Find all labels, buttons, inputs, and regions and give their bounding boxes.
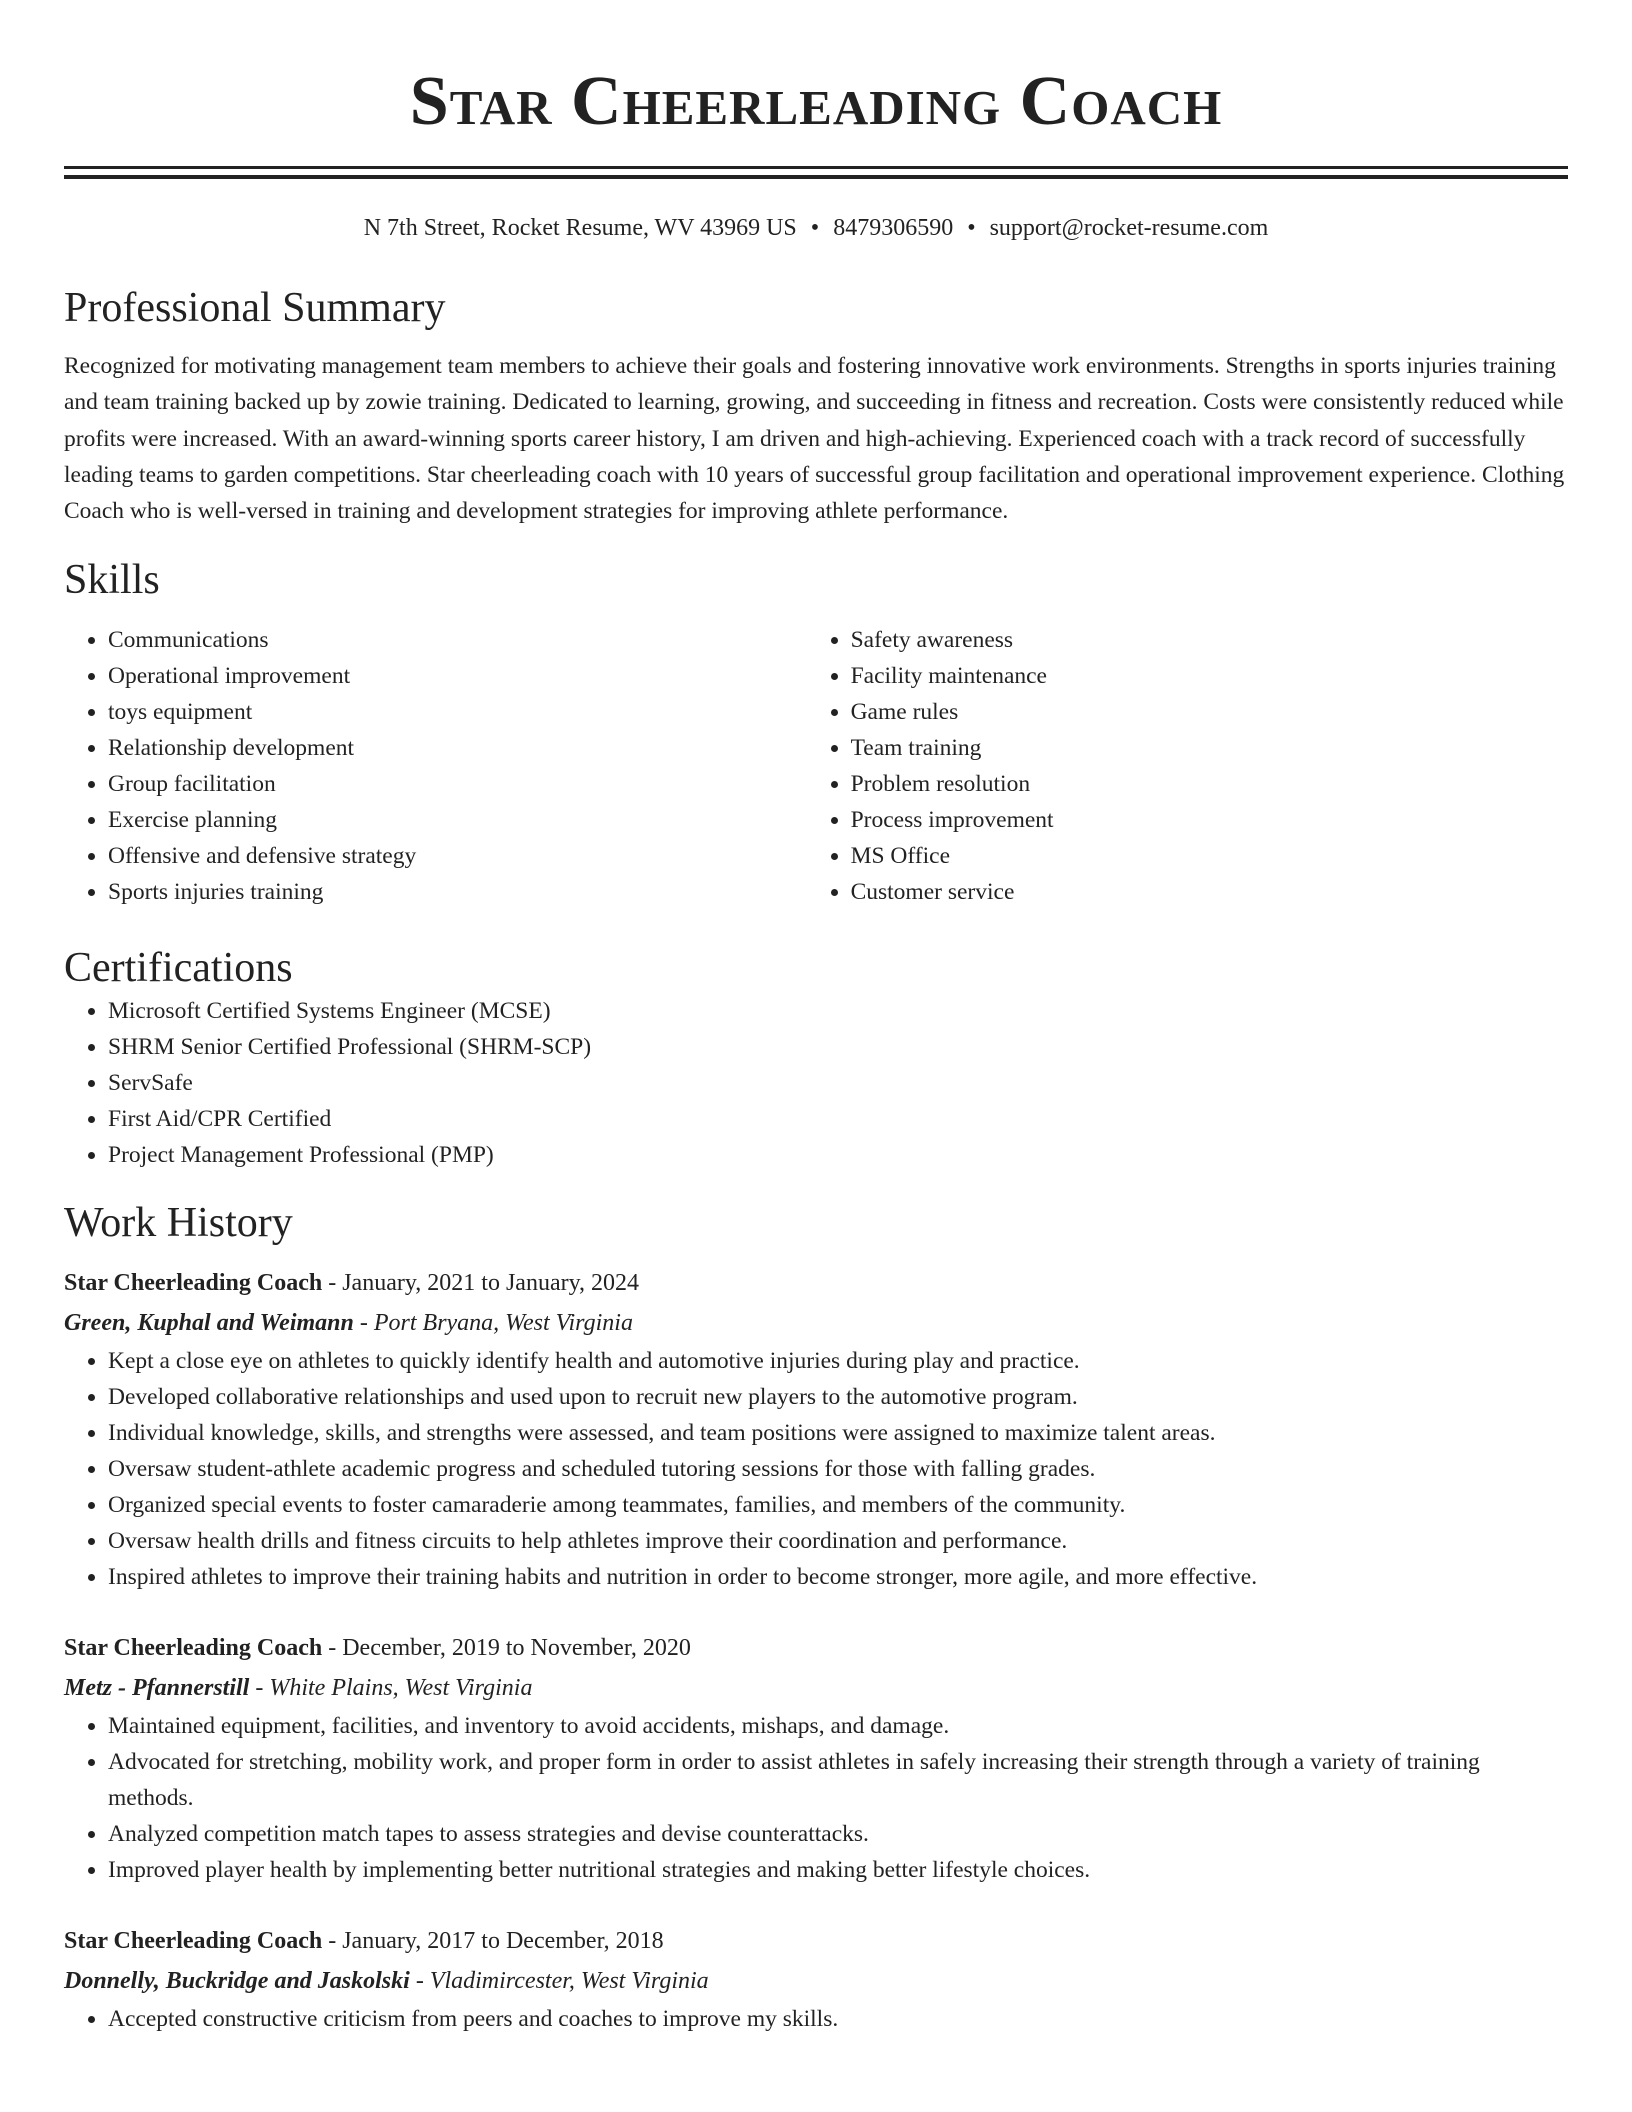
job-duty-item: • Analyzed competition match tapes to assess strategies and devise counterattacks. [108, 1816, 1568, 1852]
summary-text: Recognized for motivating management team members to achieve their goals and fostering innovative work environments. Strengths in sports injuries training and team training backed up by zowie training. Dedicated to learning, growing, and succeeding in fitness and recreation. Costs were consistently reduced while profits were increased. With an award-winning sports career history, I am driven and high-achieving. Experienced coach with a track record of successfully leading teams to garden competitions. Star cheerleading coach with 10 years of successful group facilitation and operational improvement experience. Clothing Coach who is well-versed in training and development strategies for improving athlete performance. [64, 353, 1565, 525]
job-duty-item: • Improved player health by implementing better nutritional strategies and making better lifestyle choices. [108, 1852, 1568, 1888]
job-entry [64, 1263, 1568, 1595]
job-dates: January, 2017 to December, 2018 [342, 1928, 664, 1955]
job-dash: - [409, 1968, 430, 1995]
job-dash: - [249, 1675, 270, 1702]
skill-item: • toys equipment [108, 694, 807, 730]
job-duty-item: • Accepted constructive criticism from peers and coaches to improve my skills. [108, 2001, 1568, 2037]
job-dates: January, 2021 to January, 2024 [342, 1270, 640, 1297]
job-title: Star Cheerleading Coach [64, 1270, 323, 1297]
skill-item: • Relationship development [108, 730, 807, 766]
job-location: Vladimircester, West Virginia [429, 1968, 709, 1995]
contact-phone: 8479306590 [833, 215, 954, 241]
job-duties-list [64, 1708, 1568, 1888]
skill-item: • Safety awareness [851, 622, 1568, 658]
job-company-line [64, 1668, 1568, 1708]
skill-item: • Communications [108, 622, 807, 658]
skill-item: • MS Office [851, 838, 1568, 874]
contact-separator: • [810, 215, 820, 241]
certifications-list [64, 993, 1568, 1173]
contact-line [64, 212, 1568, 244]
certification-item: • Project Management Professional (PMP) [108, 1137, 1568, 1173]
skill-item: • Facility maintenance [851, 658, 1568, 694]
job-duty-item: • Oversaw health drills and fitness circuits to help athletes improve their coordination and performance. [108, 1523, 1568, 1559]
skill-item: • Game rules [851, 694, 1568, 730]
job-duty-item: • Individual knowledge, skills, and strengths were assessed, and team positions were assigned to maximize talent areas. [108, 1415, 1568, 1451]
section-heading-work-history: Work History [64, 1200, 293, 1247]
certification-item: • First Aid/CPR Certified [108, 1101, 1568, 1137]
job-entry [64, 1921, 1568, 2037]
job-dash: - [353, 1310, 374, 1337]
job-location: White Plains, West Virginia [269, 1675, 533, 1702]
certification-item: • ServSafe [108, 1065, 1568, 1101]
job-duty-item: • Advocated for stretching, mobility work, and proper form in order to assist athletes in safely increasing their strength through a variety of training methods. [108, 1744, 1568, 1816]
job-company: Metz - Pfannerstill [64, 1675, 250, 1702]
skill-item: • Exercise planning [108, 802, 807, 838]
job-duty-item: • Developed collaborative relationships and used upon to recruit new players to the automotive program. [108, 1379, 1568, 1415]
job-title: Star Cheerleading Coach [64, 1635, 323, 1662]
resume-page [64, 0, 1568, 2037]
skill-item: • Sports injuries training [108, 874, 807, 910]
skill-item: • Group facilitation [108, 766, 807, 802]
skills-list-right [807, 622, 1568, 910]
job-title: Star Cheerleading Coach [64, 1928, 323, 1955]
job-dash: - [322, 1635, 343, 1662]
job-company: Green, Kuphal and Weimann [64, 1310, 354, 1337]
job-title-line [64, 1921, 1568, 1961]
job-duty-item: • Oversaw student-athlete academic progress and scheduled tutoring sessions for those with falling grades. [108, 1451, 1568, 1487]
job-title-line [64, 1628, 1568, 1668]
certification-item: • Microsoft Certified Systems Engineer (MCSE) [108, 993, 1568, 1029]
skill-item: • Operational improvement [108, 658, 807, 694]
title-divider-bottom [64, 175, 1568, 179]
job-duty-item: • Maintained equipment, facilities, and inventory to avoid accidents, mishaps, and damage. [108, 1708, 1568, 1744]
job-company-line [64, 1961, 1568, 2001]
resume-title: Star Cheerleading Coach [409, 63, 1223, 140]
job-duties-list [64, 2001, 1568, 2037]
job-duty-item: • Organized special events to foster camaraderie among teammates, families, and members of the community. [108, 1487, 1568, 1523]
skill-item: • Offensive and defensive strategy [108, 838, 807, 874]
job-entry [64, 1628, 1568, 1888]
contact-address: N 7th Street, Rocket Resume, WV 43969 US [363, 215, 797, 241]
job-duties-list [64, 1343, 1568, 1595]
skill-item: • Team training [851, 730, 1568, 766]
skill-item: • Problem resolution [851, 766, 1568, 802]
job-duty-item: • Inspired athletes to improve their training habits and nutrition in order to become stronger, more agile, and more effective. [108, 1559, 1568, 1595]
job-dash: - [322, 1270, 343, 1297]
skills-columns [64, 622, 1568, 910]
job-dash: - [322, 1928, 343, 1955]
job-dates: December, 2019 to November, 2020 [342, 1635, 691, 1662]
contact-email: support@rocket-resume.com [989, 215, 1269, 241]
job-company: Donnelly, Buckridge and Jaskolski [64, 1968, 410, 1995]
job-duty-item: • Kept a close eye on athletes to quickly identify health and automotive injuries during play and practice. [108, 1343, 1568, 1379]
certification-item: • SHRM Senior Certified Professional (SHRM-SCP) [108, 1029, 1568, 1065]
section-heading-skills: Skills [64, 557, 160, 604]
section-heading-certifications: Certifications [64, 945, 293, 992]
skill-item: • Process improvement [851, 802, 1568, 838]
contact-separator: • [967, 215, 976, 241]
job-location: Port Bryana, West Virginia [373, 1310, 633, 1337]
job-title-line [64, 1263, 1568, 1303]
job-company-line [64, 1303, 1568, 1343]
skill-item: • Customer service [851, 874, 1568, 910]
skills-list-left [64, 622, 807, 910]
section-heading-summary: Professional Summary [64, 285, 446, 331]
